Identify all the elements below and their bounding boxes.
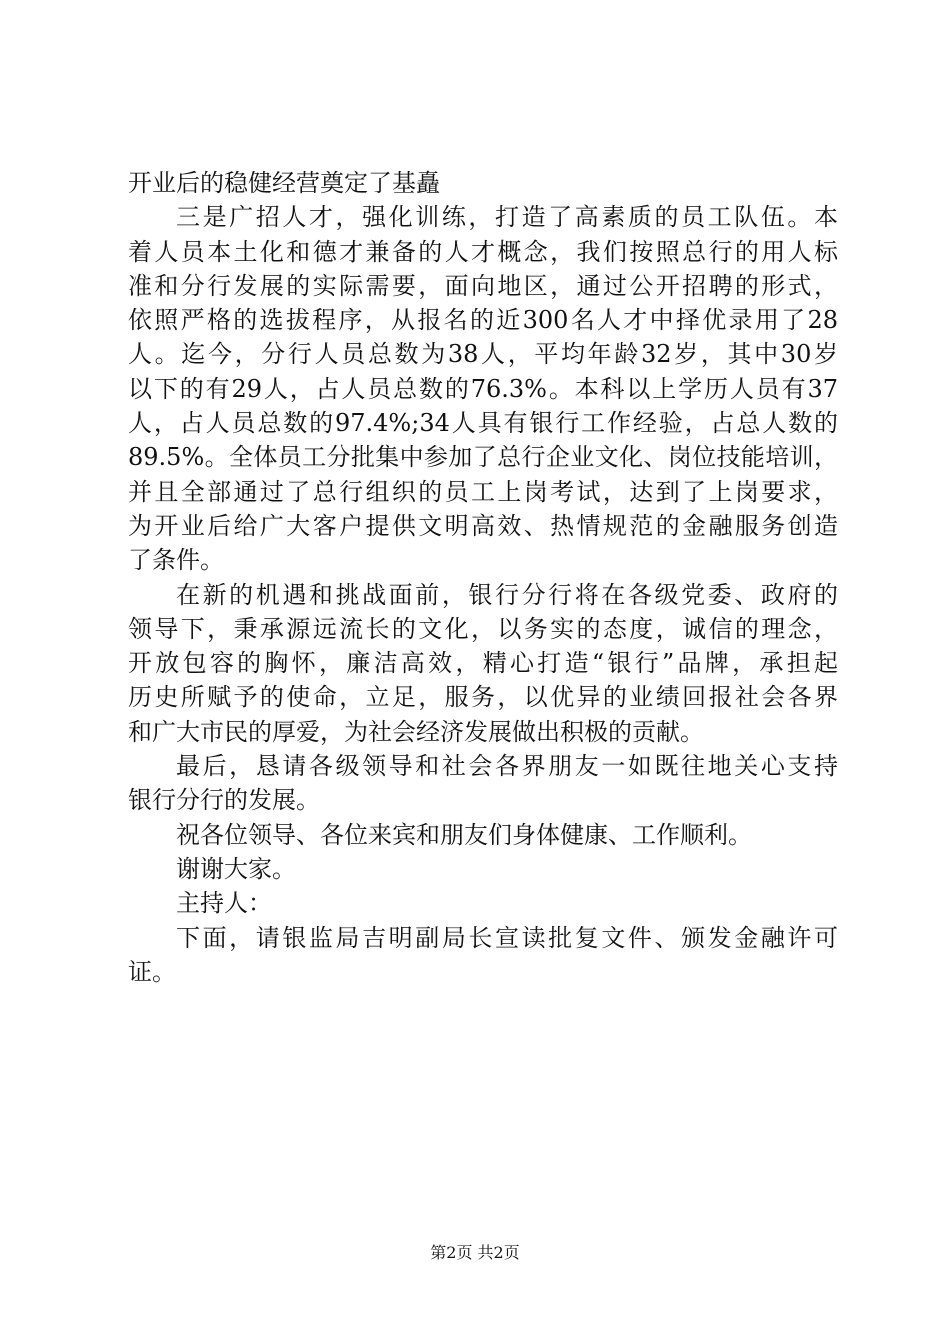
document-body	[128, 166, 838, 989]
text-line: 历史所赋予的使命，立足，服务，以优异的业绩回报社会各界	[128, 683, 838, 712]
text-line: 为开业后给广大客户提供文明高效、热情规范的金融服务创造	[128, 511, 838, 540]
text-line: 并且全部通过了总行组织的员工上岗考试，达到了上岗要求，	[128, 477, 838, 506]
text-line: 主持人：	[176, 889, 272, 918]
text-line: 依照严格的选拔程序，从报名的近300名人才中择优录用了28	[128, 306, 838, 335]
text-line: 在新的机遇和挑战面前，银行分行将在各级党委、政府的	[176, 580, 838, 609]
text-line: 开放包容的胸怀，廉洁高效，精心打造“银行”品牌，承担起	[128, 649, 838, 678]
text-line: 最后，恳请各级领导和社会各界朋友一如既往地关心支持	[176, 752, 838, 781]
text-line: 以下的有29人，占人员总数的76.3%。本科以上学历人员有37	[128, 374, 838, 403]
text-line: 89.5%。全体员工分批集中参加了总行企业文化、岗位技能培训，	[128, 443, 838, 472]
page-number-footer: 第2页 共2页	[430, 1243, 520, 1262]
text-line: 证。	[128, 957, 176, 986]
text-line: 银行分行的发展。	[128, 786, 320, 815]
text-line: 人。迄今，分行人员总数为38人，平均年龄32岁，其中30岁	[128, 340, 838, 369]
text-line: 开业后的稳健经营奠定了基矗	[128, 169, 440, 197]
text-line: 祝各位领导、各位来宾和朋友们身体健康、工作顺利。	[176, 820, 752, 849]
text-line: 下面，请银监局吉明副局长宣读批复文件、颁发金融许可	[176, 923, 838, 952]
text-line: 人，占人员总数的97.4%;34人具有银行工作经验，占总人数的	[128, 409, 838, 438]
text-line: 三是广招人才，强化训练，打造了高素质的员工队伍。本	[176, 203, 838, 232]
text-line: 谢谢大家。	[176, 854, 296, 883]
text-line: 领导下，秉承源远流长的文化，以务实的态度，诚信的理念，	[128, 614, 838, 643]
text-line: 准和分行发展的实际需要，面向地区，通过公开招聘的形式，	[128, 271, 838, 300]
text-line: 和广大市民的厚爱，为社会经济发展做出积极的贡献。	[128, 717, 704, 746]
text-line: 了条件。	[128, 546, 224, 575]
text-line: 着人员本土化和德才兼备的人才概念，我们按照总行的用人标	[128, 237, 838, 266]
